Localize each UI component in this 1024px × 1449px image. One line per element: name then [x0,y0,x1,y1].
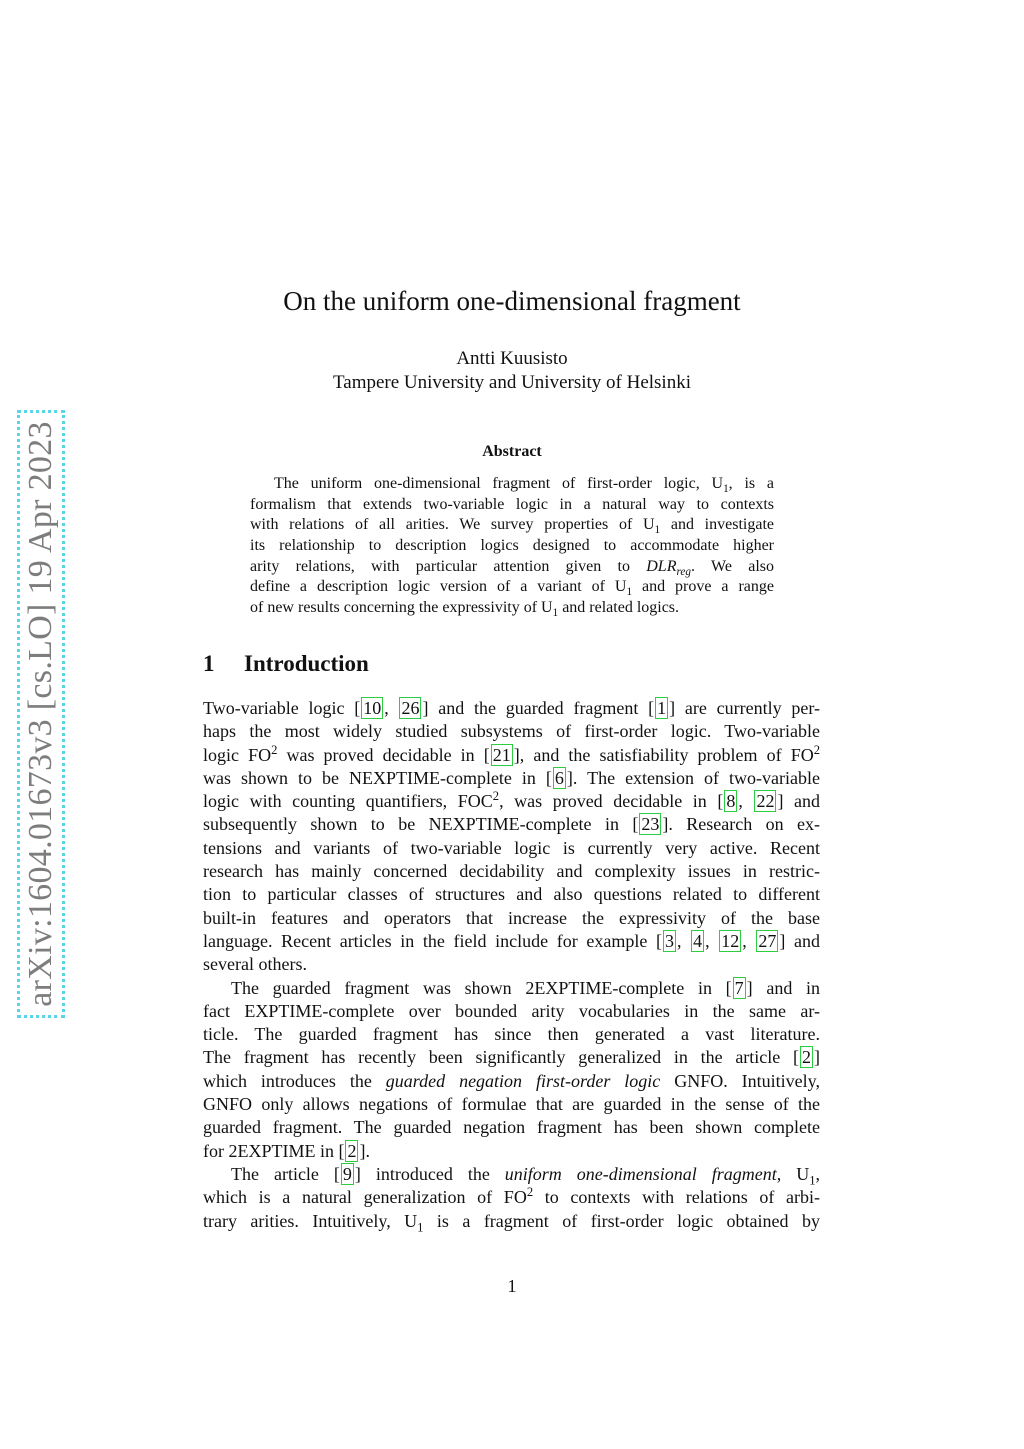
citation-link[interactable]: 23 [641,814,660,835]
section-title: Introduction [244,651,369,676]
citation-link[interactable]: 4 [693,930,703,951]
citation-link[interactable]: 27 [758,930,777,951]
citation-link[interactable]: 26 [401,698,420,718]
paragraph-line: ticle. The guarded fragment has since then generated a vast literature. [203,1024,820,1045]
paragraph-line: built-in features and operators that increase the expressivity of the base [203,907,820,928]
citation-link[interactable]: 12 [721,930,740,951]
paragraph-line: research has mainly concerned decidability and complexity issues in restric- [203,861,820,882]
paragraph-line: subsequently shown to be NEXPTIME-complete in [ 23 ]. Research on ex- [203,814,820,835]
paragraph-line: The fragment has recently been significantly generalized in the article [ 2 ] [203,1047,820,1068]
page-number: 1 [507,1276,517,1296]
author-affiliation: Tampere University and University of Helsinki [332,372,691,393]
paragraph-line: logic $FO^2$ was proved decidable in [ 21 ], and the satisfiability problem of $FO^2$ [203,742,820,765]
paragraph-line: The guarded fragment was shown 2EXPTIME-complete in [ 7 ] and in [231,977,821,998]
abstract-heading: Abstract [482,443,542,460]
paper-title: On the uniform one-dimensional fragment [283,286,741,316]
abstract-line: define a description logic version of a variant of $U_1$ and prove a range [250,578,775,599]
paragraph-line: for 2EXPTIME in [ 2 ]. [203,1140,370,1161]
paragraph-line: haps the most widely studied subsystems of first-order logic. Two-variable [203,721,820,742]
paragraph-line: GNFO only allows negations of formulae that are guarded in the sense of the [203,1094,820,1115]
citation-link[interactable]: 8 [726,791,736,812]
paragraph-line: which is a natural generalization of $FO^2$ to contexts with relations of arbi- [203,1185,820,1208]
citation-link[interactable]: 2 [347,1140,357,1161]
section-heading-introduction [203,650,369,678]
citation-link[interactable]: 3 [665,930,674,951]
paragraph-line: tion to particular classes of structures and also questions related to different [203,884,820,905]
section-number: 1 [203,651,215,676]
abstract-line: of new results concerning the expressivity of $U_1$ and related logics. [250,599,680,620]
paragraph-line: logic with counting quantifiers, FOC$^2$, was proved decidable in [ 8 , 22 ] and [203,789,820,812]
abstract-line: with relations of all arities. We survey properties of $U_1$ and investigate [250,516,774,537]
citation-link[interactable]: 7 [734,977,744,998]
paragraph-line: guarded fragment. The guarded negation fragment has been shown complete [203,1117,820,1138]
abstract-line: arity relations, with particular attention given to $DLR_{reg}$. We also [250,557,774,578]
citation-link[interactable]: 21 [492,744,511,765]
citation-link[interactable]: 2 [802,1047,811,1068]
abstract-line: The uniform one-dimensional fragment of first-order logic, $U_1$, is a [274,475,775,496]
paragraph-line: fact EXPTIME-complete over bounded arity vocabularies in the same ar- [203,1000,820,1021]
citation-link[interactable]: 22 [756,791,775,812]
introduction-body [203,697,820,1233]
citation-link[interactable]: 9 [342,1163,352,1184]
paragraph-line: The article [ 9 ] introduced the uniform one-dimensional fragment, $U_1$, [231,1163,821,1188]
paragraph-line: which introduces the guarded negation first-order logic GNFO. Intuitively, [203,1070,820,1091]
author-name: Antti Kuusisto [456,348,568,369]
arxiv-identifier-text: arXiv:1604.01673v3 [cs.LO] 19 Apr 2023 [22,421,59,1007]
abstract-line: its relationship to description logics designed to accommodate higher [250,537,774,555]
arxiv-identifier-stamp[interactable] [17,410,65,1018]
abstract-line: formalism that extends two-variable logic in a natural way to contexts [250,495,774,513]
paragraph-line: several others. [203,954,307,975]
paragraph-line: Two-variable logic [ 10 , 26 ] and the guarded fragment [ 1 ] are currently per- [203,698,820,718]
paragraph-line: tensions and variants of two-variable logic is currently very active. Recent [203,837,820,858]
citation-link[interactable]: 6 [554,767,564,788]
paragraph-line: language. Recent articles in the field include for example [ 3 , 4 , 12 , 27 ] and [203,930,821,951]
paragraph-line: trary arities. Intuitively, $U_1$ is a fragment of first-order logic obtained by [203,1210,820,1235]
paragraph-line: was shown to be NEXPTIME-complete in [ 6 ]. The extension of two-variable [203,767,820,788]
abstract-body [250,474,774,619]
citation-link[interactable]: 1 [657,698,667,718]
citation-link[interactable]: 10 [363,698,382,718]
